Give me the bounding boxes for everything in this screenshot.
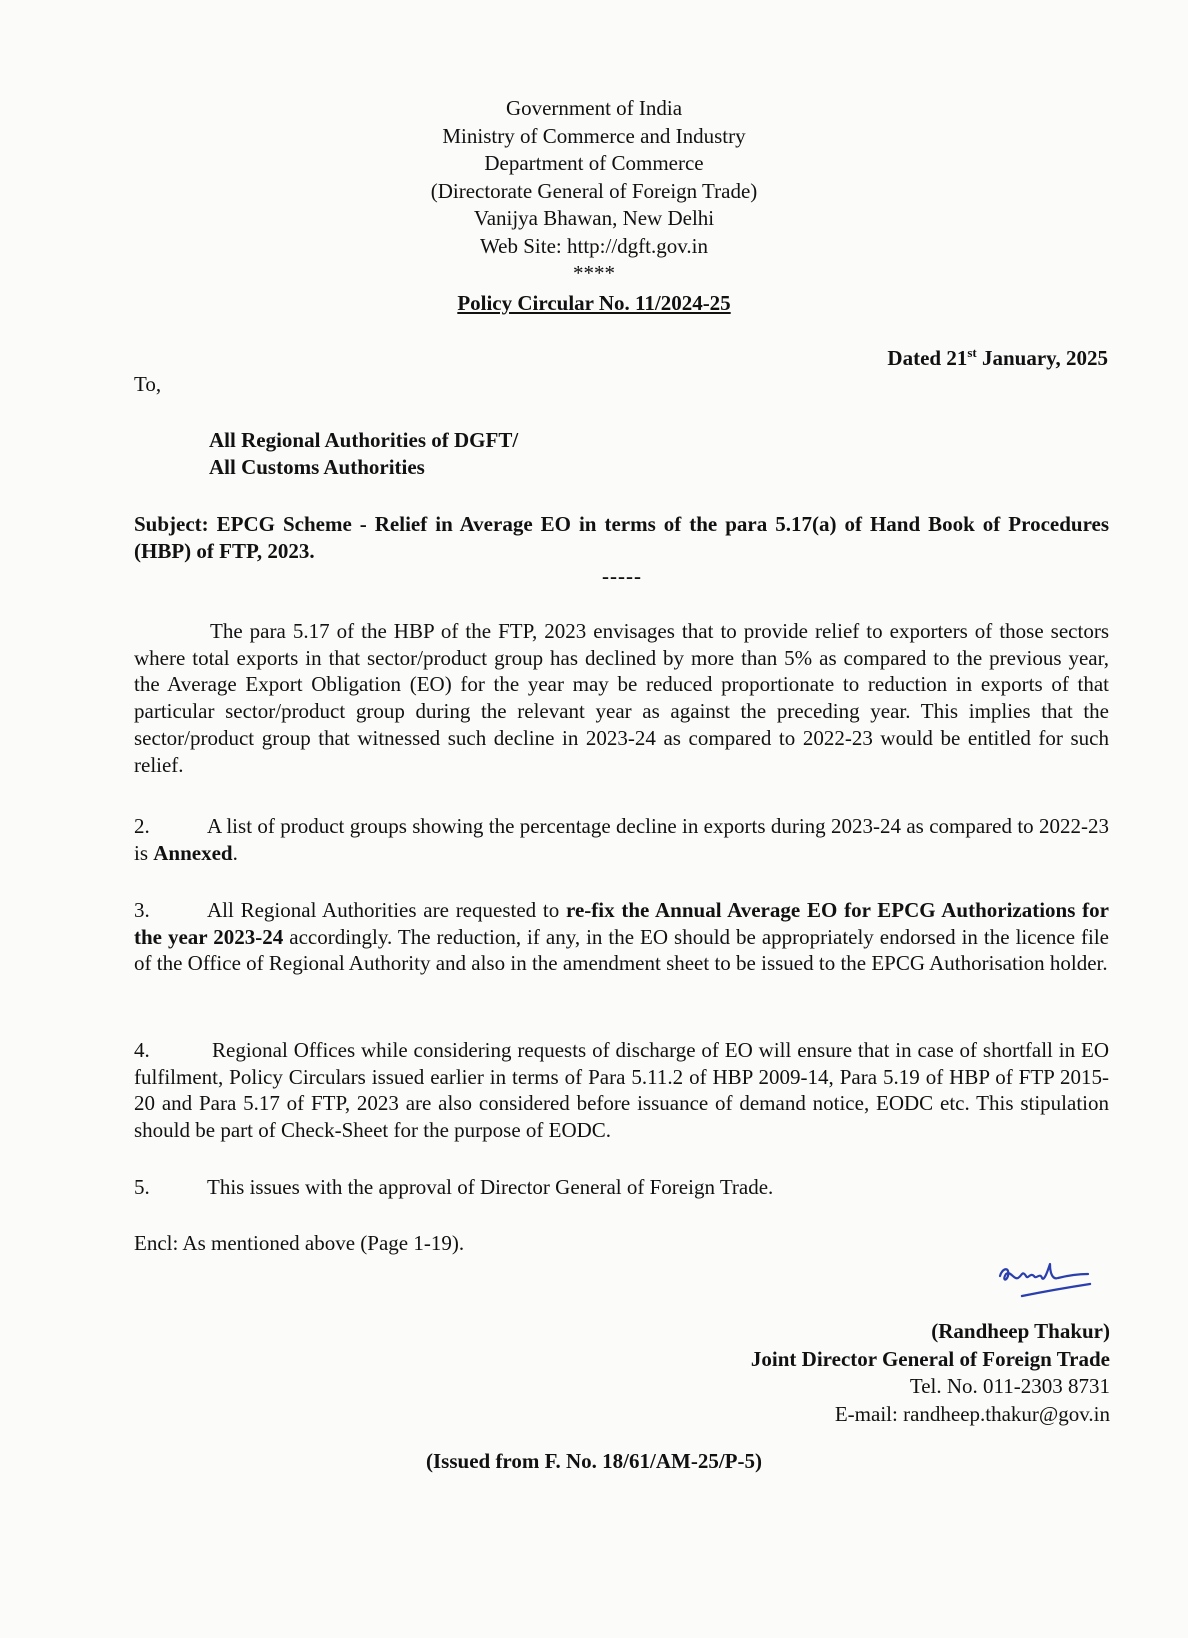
date-suffix: January, 2025 (976, 346, 1108, 370)
paragraph-text: This issues with the approval of Director General of Foreign Trade. (207, 1175, 774, 1199)
paragraph-text-end: . (232, 840, 238, 865)
paragraph-text: A list of product groups showing the percentage decline in exports during 2023-24 as compared to 2022-23 is (134, 814, 1109, 865)
addressee-line: All Regional Authorities of DGFT/ (209, 428, 519, 452)
signatory-name: (Randheep Thakur) (931, 1319, 1110, 1343)
date-line (887, 345, 1108, 372)
paragraph-text: Regional Offices while considering requests of discharge of EO will ensure that in case of shortfall in EO fulfilment, Policy Circulars issued earlier in terms of Para 5.11.2 of HBP 2009-14, Para 5.19 of HBP of FTP 2015-20 and Para 5.17 of FTP, 2023 are also considered before issuance of demand notice, EODC etc. This stipulation should be part of Check-Sheet for the purpose of EODC. (134, 1038, 1109, 1143)
letterhead-line-ministry: Ministry of Commerce and Industry (442, 123, 746, 148)
letterhead-line-government: Government of India (505, 96, 683, 120)
date-superscript: st (967, 345, 977, 360)
signatory-phone: Tel. No. 011-2303 8731 (909, 1374, 1110, 1398)
handwritten-signature (992, 1256, 1096, 1308)
paragraph-4 (134, 1037, 1109, 1144)
signatory-designation: Joint Director General of Foreign Trade (750, 1346, 1110, 1371)
paragraph-number: 3. (134, 898, 150, 922)
to-label: To, (134, 372, 162, 396)
paragraph-bold-text: re-fix the Annual Average EO for EPCG Authorizations for the year 2023-24 (134, 898, 1109, 949)
paragraph-2 (134, 813, 1109, 866)
letterhead-stars: **** (573, 261, 615, 285)
letterhead-line-address: Vanijya Bhawan, New Delhi (473, 206, 715, 230)
issued-from-line: (Issued from F. No. 18/61/AM-25/P-5) (426, 1449, 762, 1473)
paragraph-number: 2. (134, 814, 150, 838)
letterhead (0, 95, 1188, 317)
paragraph-5 (134, 1174, 1109, 1201)
signatory-email: E-mail: randheep.thakur@gov.in (834, 1401, 1110, 1426)
signatory-block (751, 1318, 1110, 1428)
paragraph-1: The para 5.17 of the HBP of the FTP, 2023 envisages that to provide relief to exporters of those sectors where total exports in that sector/product group has declined by more than 5% as compared to the previous year, the Average Export Obligation (EO) for the year may be reduced proportionate to reduction in exports of that particular sector/product group during the relevant year as against the preceding year. This implies that the sector/product group that witnessed such decline in 2023-24 as compared to 2022-23 would be entitled for such relief. (134, 619, 1109, 777)
paragraph-number: 4. (134, 1038, 150, 1062)
paragraph-3 (134, 897, 1109, 977)
paragraph-text: All Regional Authorities are requested to (207, 898, 567, 922)
paragraph-number: 5. (134, 1175, 150, 1199)
circular-title: Policy Circular No. 11/2024-25 (457, 290, 731, 315)
date-prefix: Dated 21 (887, 346, 968, 370)
separator: ----- (602, 564, 642, 588)
letterhead-line-directorate: (Directorate General of Foreign Trade) (430, 178, 758, 203)
paragraph-bold-text: Annexed (153, 840, 233, 865)
enclosure-note: Encl: As mentioned above (Page 1-19). (134, 1231, 465, 1255)
paragraph-text-end: accordingly. The reduction, if any, in the EO should be appropriately endorsed in the licence file of the Office of Regional Authority and also in the amendment sheet to be issued to the EPCG Authorisation holder. (134, 924, 1110, 976)
subject-line: Subject: EPCG Scheme - Relief in Average EO in terms of the para 5.17(a) of Hand Book of Procedures (HBP) of FTP, 2023. (134, 512, 1109, 563)
addressee-line: All Customs Authorities (209, 455, 425, 479)
letterhead-line-department: Department of Commerce (484, 151, 704, 175)
letterhead-line-website: Web Site: http://dgft.gov.in (480, 233, 708, 258)
addressees (209, 427, 518, 481)
